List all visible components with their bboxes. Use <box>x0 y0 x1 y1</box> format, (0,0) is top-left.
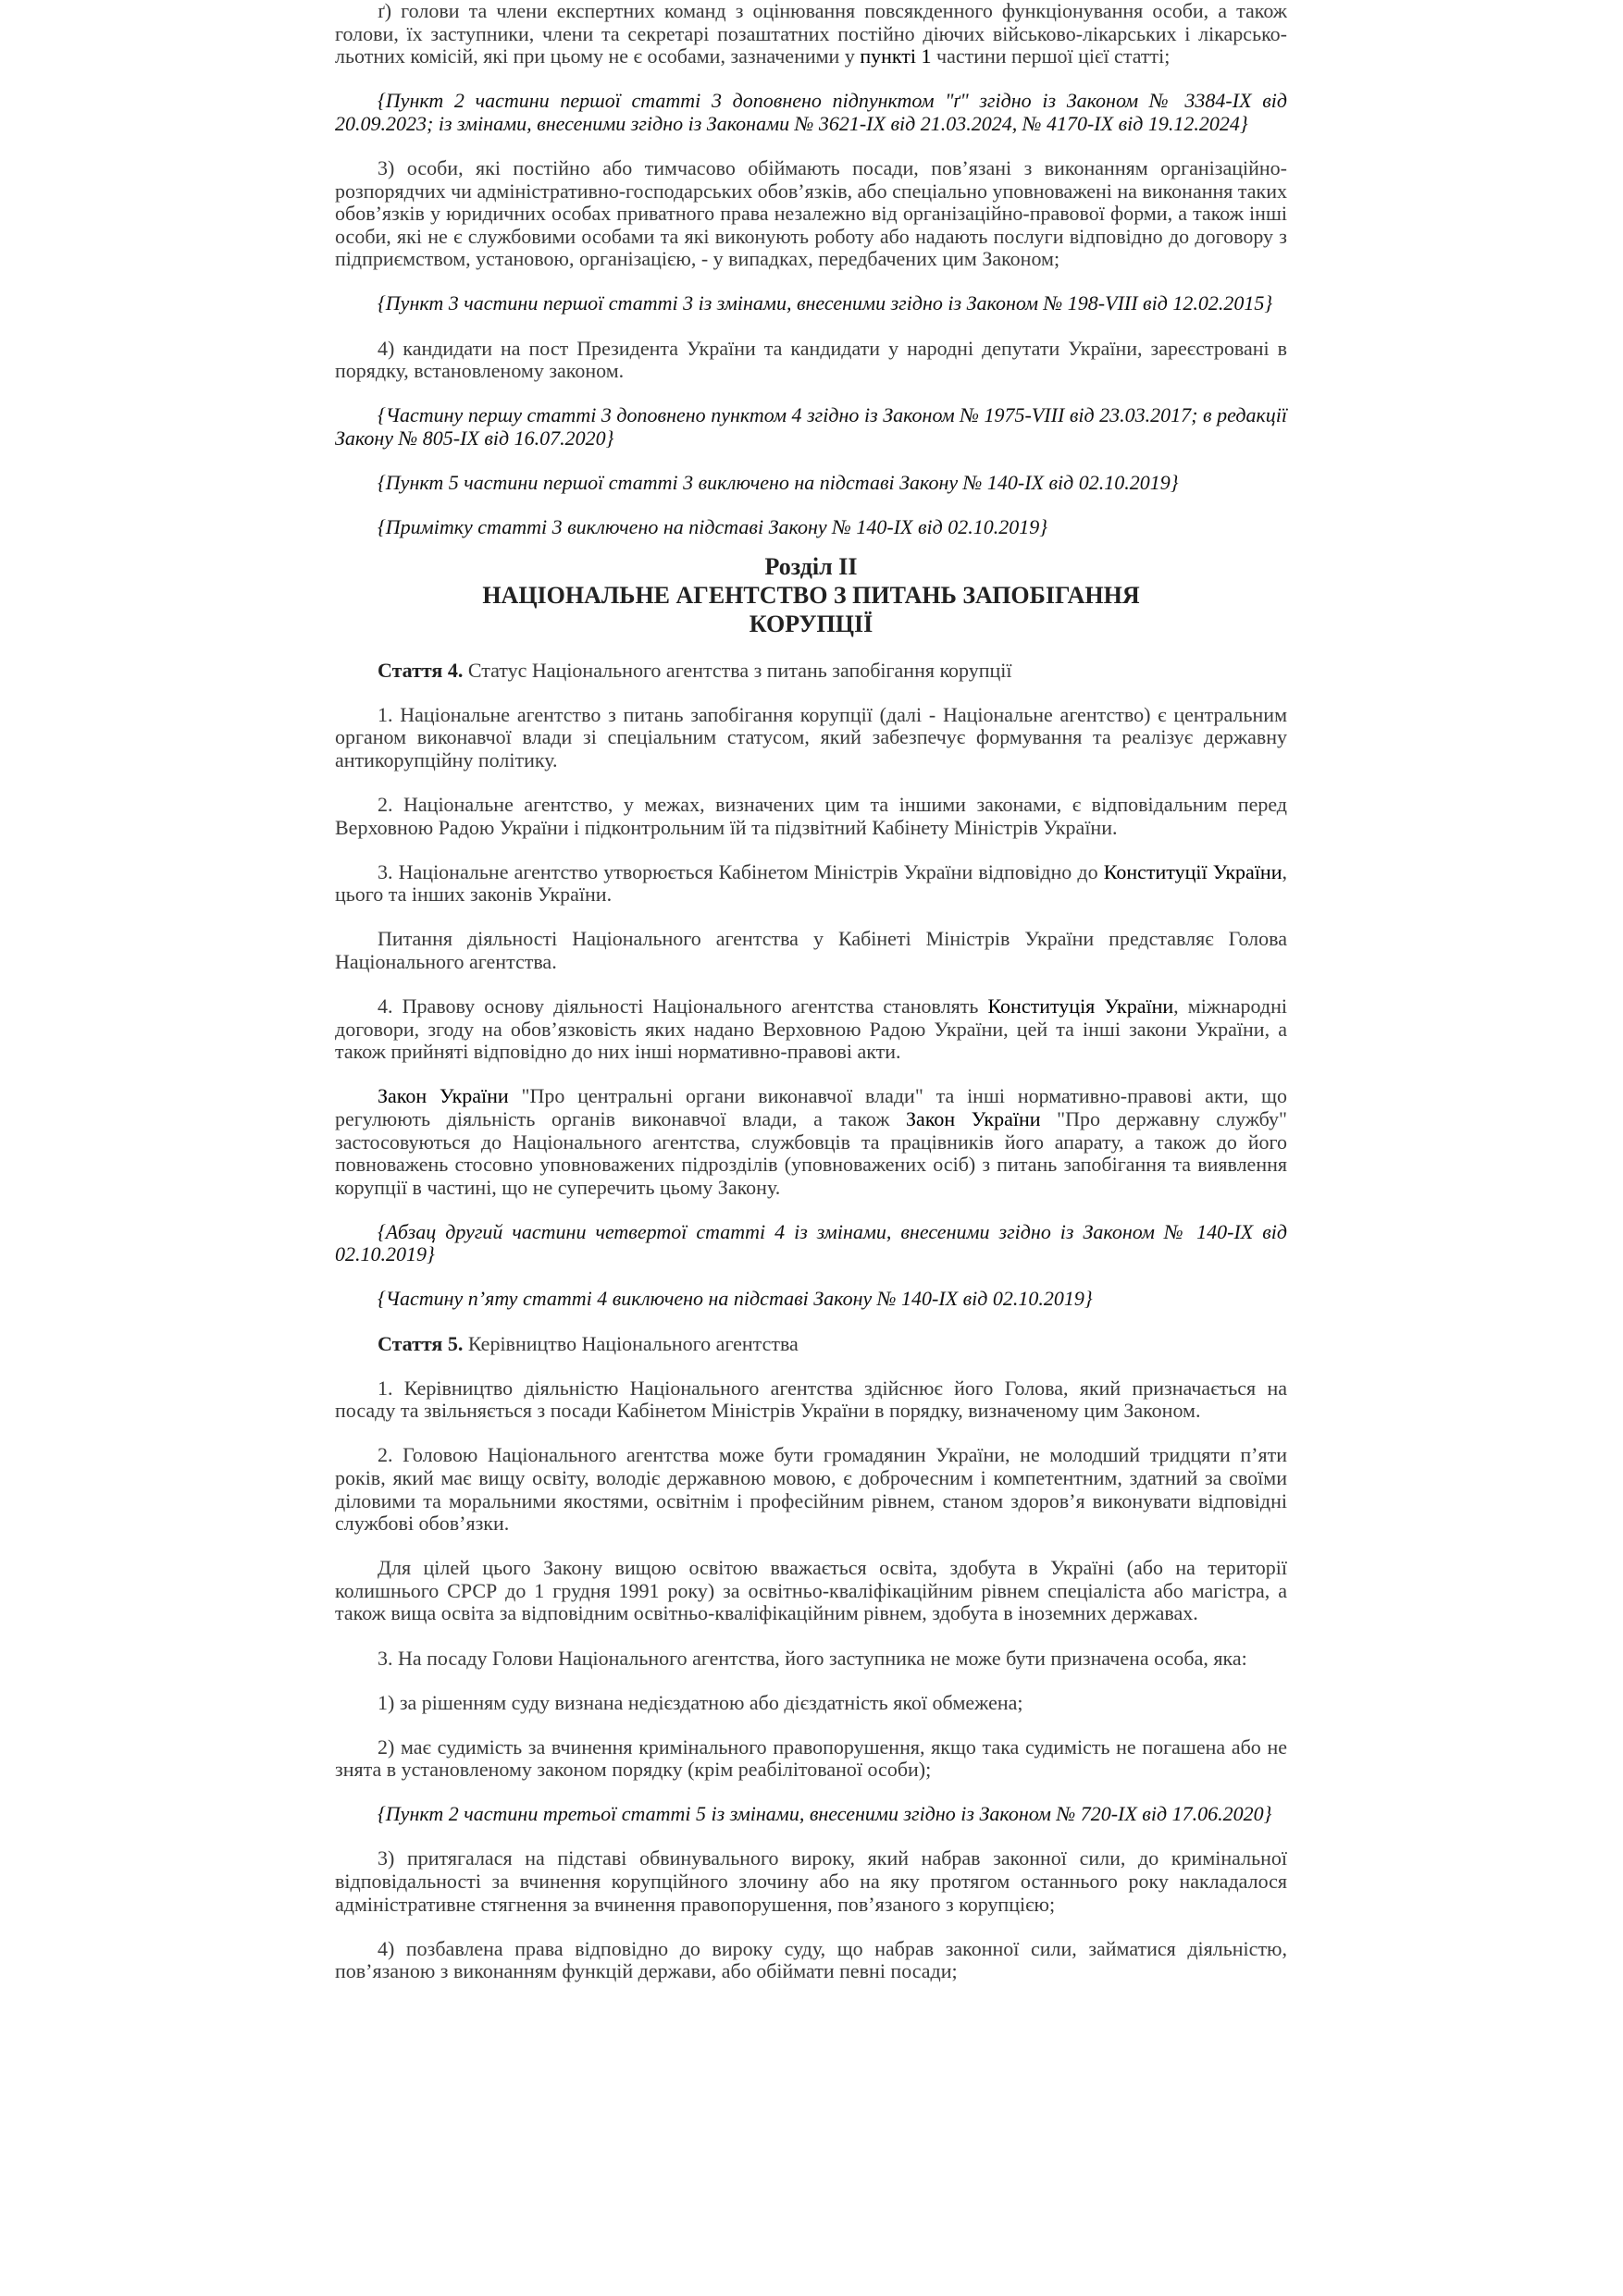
paragraph-point-3: 3) особи, які постійно або тимчасово обіймають посади, пов’язані з виконанням організаційно-розпорядчих чи адміністративно-господарських обов’язків, або спеціально уповноважені на виконання таких обов’язків у юридичних особах приватного права незалежно від організаційно-правової форми, а також інші особи, які не є службовими особами та які виконують роботу або надають послуги відповідно до договору з підприємством, установою, організацією, - у випадках, передбачених цим Законом; <box>335 155 1287 271</box>
link-law-central-bodies[interactable]: Закон України <box>378 1084 509 1108</box>
section-label: Розділ II <box>764 552 858 580</box>
link-constitution[interactable]: Конституція України <box>987 994 1174 1018</box>
article-4-part-1: 1. Національне агентство з питань запобігання корупції (далі - Національне агентство) є центральним органом виконавчої влади зі спеціальним статусом, який забезпечує формування та реалізує державну антикорупційну політику. <box>335 702 1287 772</box>
link-punkt-1[interactable]: пункті 1 <box>860 44 932 68</box>
article-5-part-3: 3. На посаду Голови Національного агентства, його заступника не може бути призначена особа, яка: <box>378 1646 1247 1670</box>
paragraph-point-4: 4) кандидати на пост Президента України та кандидати у народні депутати України, зареєстровані в порядку, встановленому законом. <box>335 336 1287 383</box>
article-5-part-1: 1. Керівництво діяльністю Національного агентства здійснює його Голова, який призначається на посаду та звільняється з посади Кабінетом Міністрів України в порядку, визначеному цим Законом. <box>335 1376 1287 1423</box>
article-4-part-4: 4. Правову основу діяльності Національного агентства становлять Конституція України, міжнародні договори, згоду на обов’язковість яких надано Верховною Радою України, цей та інші закони України, а також прийняті відповідно до них інші нормативно-правові акти. <box>335 994 1287 1064</box>
document-page <box>335 0 1287 2005</box>
section-title: НАЦІОНАЛЬНЕ АГЕНТСТВО З ПИТАНЬ ЗАПОБІГАННЯ КОРУПЦІЇ <box>482 581 1140 637</box>
article-4-heading: Стаття 4. Статус Національного агентства з питань запобігання корупції <box>378 658 1012 682</box>
article-5-part-2: 2. Головою Національного агентства може бути громадянин України, не молодший тридцяти п’яти років, який має вищу освіту, володіє державною мовою, є доброчесним і компетентним, здатний за своїми діловими та моральними якостями, освітнім і професійним рівнем, станом здоров’я виконувати відповідні службові обов’язки. <box>335 1443 1287 1536</box>
article-4-part-2: 2. Національне агентство, у межах, визначених цим та іншими законами, є відповідальним перед Верховною Радою України і підконтрольним їй та підзвітний Кабінету Міністрів України. <box>335 792 1287 839</box>
section-heading <box>335 552 1287 638</box>
amendment-note: {Пункт 2 частини першої статті 3 доповнено підпунктом "ґ" згідно із Законом № 3384-IX від 20.09.2023; із змінами, внесеними згідно із Законами № 3621-IX від 21.03.2024, № 4170-IX від 19.12.2024} <box>335 89 1287 135</box>
article-5-part-3-point-4: 4) позбавлена права відповідно до вироку суду, що набрав законної сили, займатися діяльністю, пов’язаною з виконанням функцій держави, або обіймати певні посади; <box>335 1936 1287 1983</box>
article-5-part-3-point-2: 2) має судимість за вчинення кримінального правопорушення, якщо така судимість не погашена або не знята в установленому законом порядку (крім реабілітованої особи); <box>335 1734 1287 1782</box>
amendment-note: {Абзац другий частини четвертої статті 4 із змінами, внесеними згідно із Законом № 140-IX від 02.10.2019} <box>335 1219 1287 1266</box>
article-5-part-2-paragraph-2: Для цілей цього Закону вищою освітою вважається освіта, здобута в Україні (або на території колишнього СРСР до 1 грудня 1991 року) за освітньо-кваліфікаційним рівнем спеціаліста або магістра, а також вища освіта за відповідним освітньо-кваліфікаційним рівнем, здобута в іноземних державах. <box>335 1556 1287 1625</box>
link-law-civil-service[interactable]: Закон України <box>906 1106 1041 1130</box>
paragraph-subpoint-g: ґ) голови та члени експертних команд з оцінювання повсякденного функціонування особи, а також голови, їх заступники, члени та секретарі позаштатних постійно діючих військово-лікарських і лікарсько-льотних комісій, які при цьому не є особами, зазначеними у пункті 1 частини першої цієї статті; <box>335 0 1287 68</box>
article-4-part-3-paragraph-2: Питання діяльності Національного агентства у Кабінеті Міністрів України представляє Голова Національного агентства. <box>335 927 1287 973</box>
link-constitution[interactable]: Конституції України <box>1103 859 1282 883</box>
amendment-note: {Пункт 2 частини третьої статті 5 із змінами, внесеними згідно із Законом № 720-IX від 17.06.2020} <box>378 1802 1272 1826</box>
amendment-note: {Примітку статті 3 виключено на підставі Закону № 140-IX від 02.10.2019} <box>378 515 1048 538</box>
amendment-note: {Частину п’яту статті 4 виключено на підставі Закону № 140-IX від 02.10.2019} <box>378 1287 1093 1311</box>
amendment-note: {Пункт 5 частини першої статті 3 виключено на підставі Закону № 140-IX від 02.10.2019} <box>378 470 1179 494</box>
article-4-part-3: 3. Національне агентство утворюється Кабінетом Міністрів України відповідно до Конституції України, цього та інших законів України. <box>335 859 1287 907</box>
article-5-heading: Стаття 5. Керівництво Національного агентства <box>378 1331 799 1355</box>
article-4-part-4-paragraph-2: Закон України "Про центральні органи виконавчої влади" та інші нормативно-правові акти, що регулюють діяльність органів виконавчої влади, а також Закон України "Про державну службу" застосовуються до Національного агентства, службовців та працівників його апарату, а також до його повноважень стосовно уповноважених підрозділів (уповноважених осіб) з питань запобігання та виявлення корупції в частині, що не суперечить цьому Закону. <box>335 1084 1288 1199</box>
article-5-part-3-point-1: 1) за рішенням суду визнана недієздатною або дієздатність якої обмежена; <box>378 1690 1023 1714</box>
amendment-note: {Частину першу статті 3 доповнено пунктом 4 згідно із Законом № 1975-VIII від 23.03.2017; в редакції Закону № 805-IX від 16.07.2020} <box>335 403 1287 450</box>
article-5-part-3-point-3: 3) притягалася на підставі обвинувального вироку, який набрав законної сили, до кримінальної відповідальності за вчинення корупційного злочину або на яку протягом останнього року накладалося адміністративне стягнення за вчинення правопорушення, пов’язаного з корупцією; <box>335 1846 1287 1916</box>
amendment-note: {Пункт 3 частини першої статті 3 із змінами, внесеними згідно із Законом № 198-VIII від 12.02.2015} <box>378 291 1273 315</box>
